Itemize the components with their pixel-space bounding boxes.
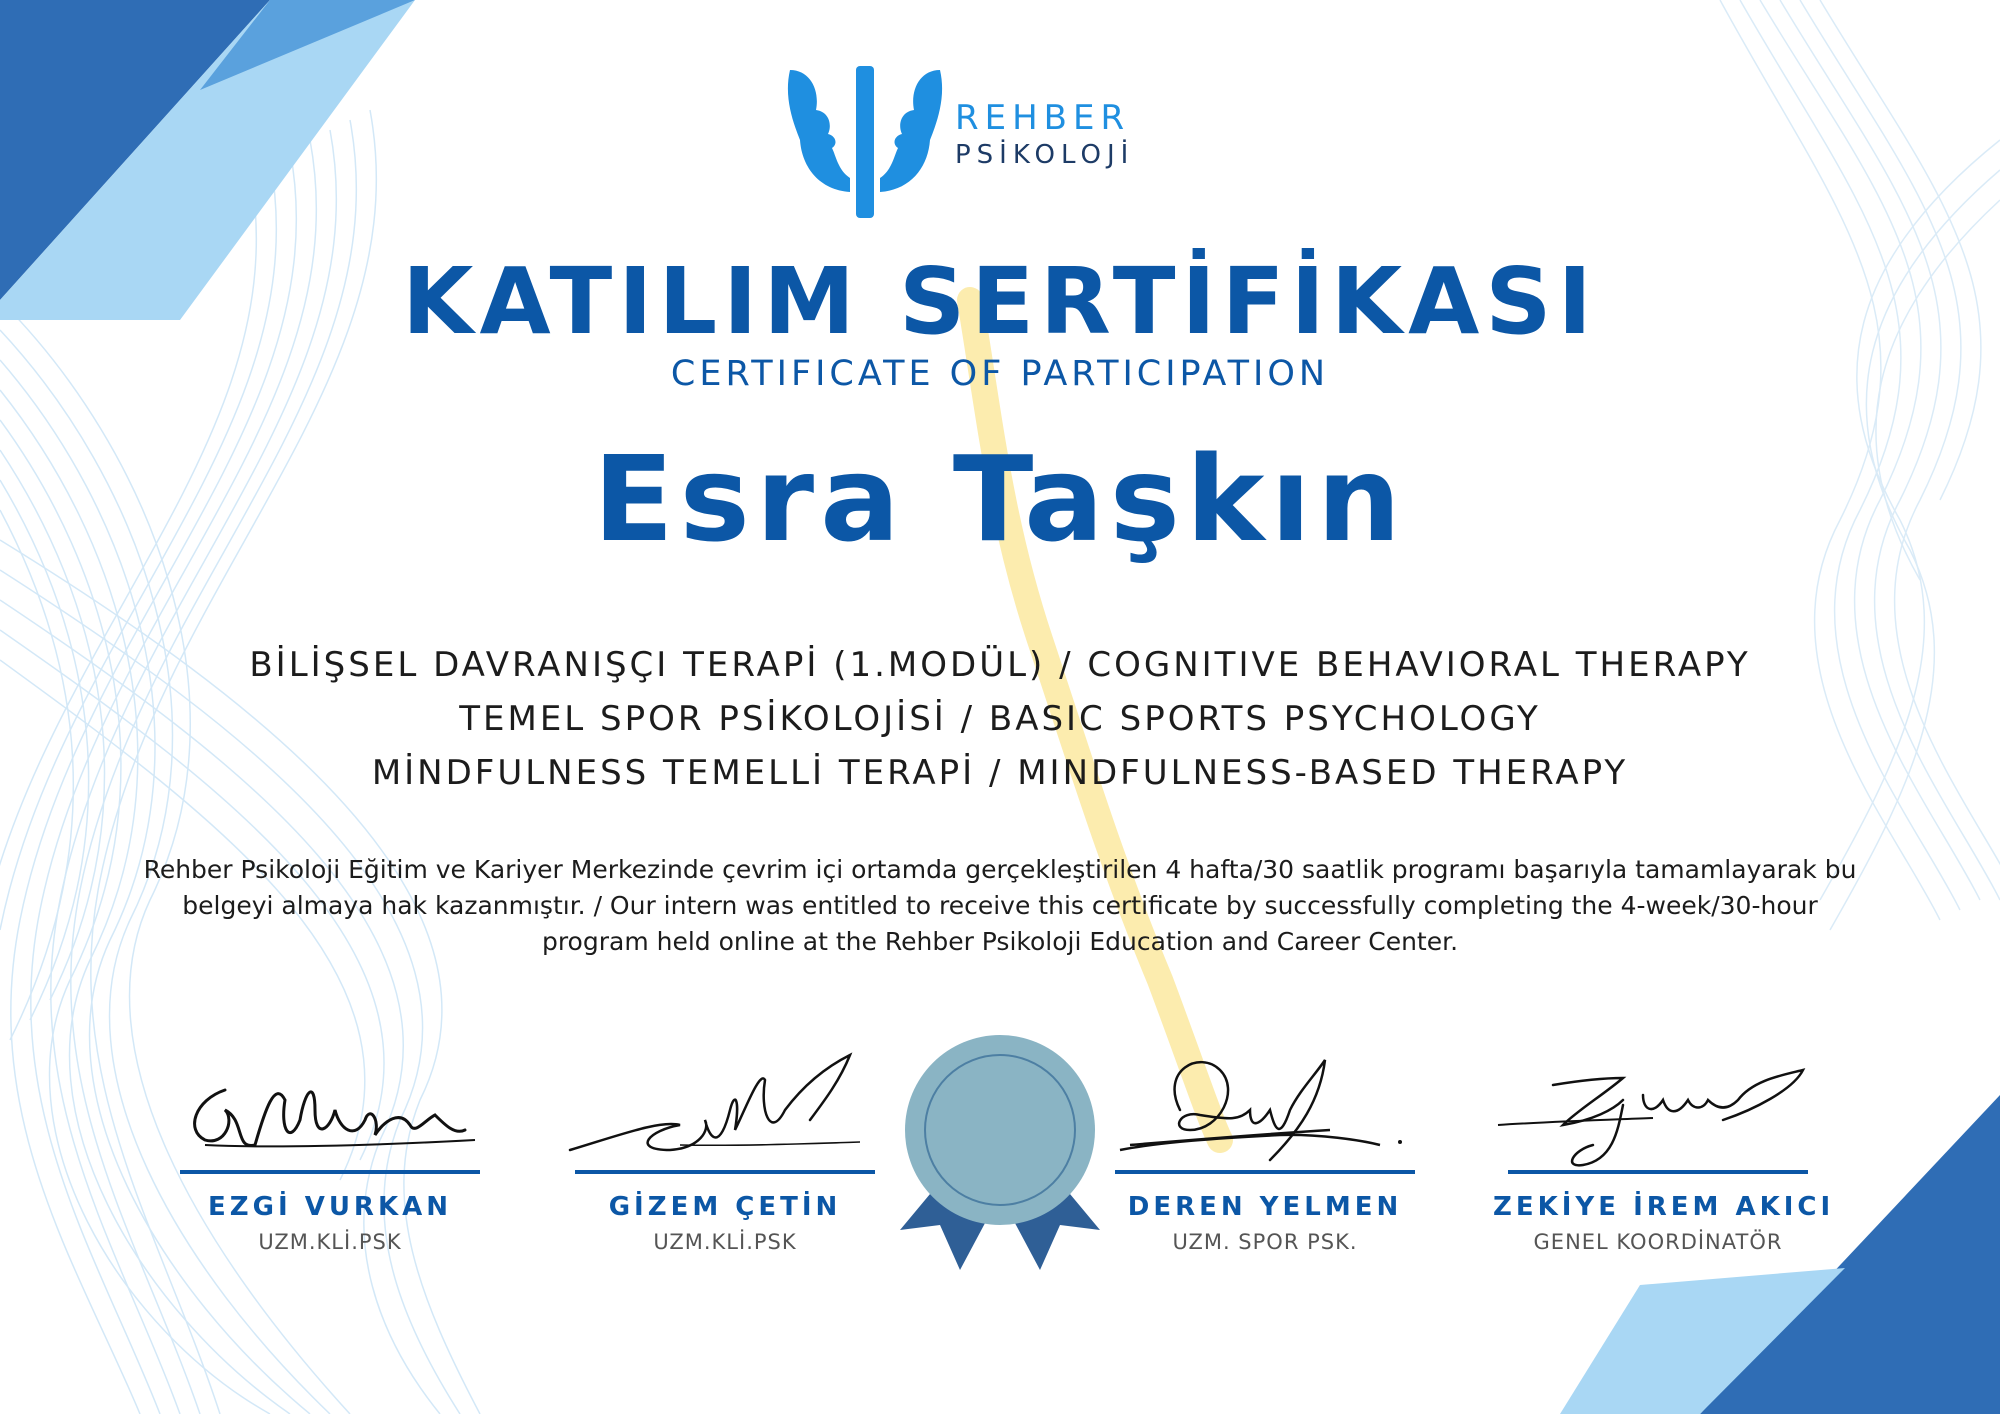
signatory-role: UZM.KLİ.PSK: [258, 1230, 402, 1254]
signatory-role: GENEL KOORDİNATÖR: [1533, 1230, 1783, 1254]
signatory-1: [165, 1050, 495, 1254]
recipient-name: Esra Taşkın: [593, 430, 1407, 568]
signatory-3: [1100, 1050, 1430, 1254]
signatory-4: [1493, 1050, 1835, 1254]
program-item: TEMEL SPOR PSİKOLOJİSİ / BASIC SPORTS PSYCHOLOGY: [459, 699, 1541, 739]
psi-faces-icon: [780, 60, 950, 230]
certificate-description: Rehber Psikoloji Eğitim ve Kariyer Merkezinde çevrim içi ortamda gerçekleştirilen 4 hafta/30 saatlik programı başarıyla tamamlayarak bu belgeyi almaya hak kazanmıştır. / Our intern was entitled to receive this certificate by successfully completing the 4-week/30-hour program held online at the Rehber Psikoloji Education and Career Center.: [143, 855, 1857, 956]
program-item: BİLİŞSEL DAVRANIŞÇI TERAPİ (1.MODÜL) / COGNITIVE BEHAVIORAL THERAPY: [249, 645, 1751, 685]
signature-line: [1115, 1170, 1415, 1174]
signature-image: [1493, 1050, 1823, 1170]
logo: [780, 60, 1180, 230]
signature-image: [165, 1050, 495, 1170]
logo-text-rehber: REHBER: [955, 98, 1131, 138]
certificate-subtitle: CERTIFICATE OF PARTICIPATION: [670, 354, 1330, 394]
signatory-name: GİZEM ÇETİN: [608, 1192, 842, 1222]
signatory-role: UZM. SPOR PSK.: [1172, 1230, 1358, 1254]
signatory-name: EZGİ VURKAN: [208, 1192, 452, 1222]
signature-image: [560, 1050, 890, 1170]
logo-text-psikoloji: PSİKOLOJİ: [955, 140, 1135, 170]
signature-line: [180, 1170, 480, 1174]
program-item: MİNDFULNESS TEMELLİ TERAPİ / MINDFULNESS-BASED THERAPY: [371, 753, 1629, 793]
certificate-title: KATILIM SERTİFİKASI: [402, 248, 1598, 355]
signatory-role: UZM.KLİ.PSK: [653, 1230, 797, 1254]
signatory-name: DEREN YELMEN: [1127, 1192, 1403, 1222]
signature-image: [1100, 1050, 1430, 1170]
signature-line: [575, 1170, 875, 1174]
signature-line: [1508, 1170, 1808, 1174]
signatory-name: ZEKİYE İREM AKICI: [1493, 1192, 1835, 1222]
program-list: [0, 638, 2000, 800]
award-ribbon-icon: [880, 1030, 1120, 1290]
signatory-2: [560, 1050, 890, 1254]
